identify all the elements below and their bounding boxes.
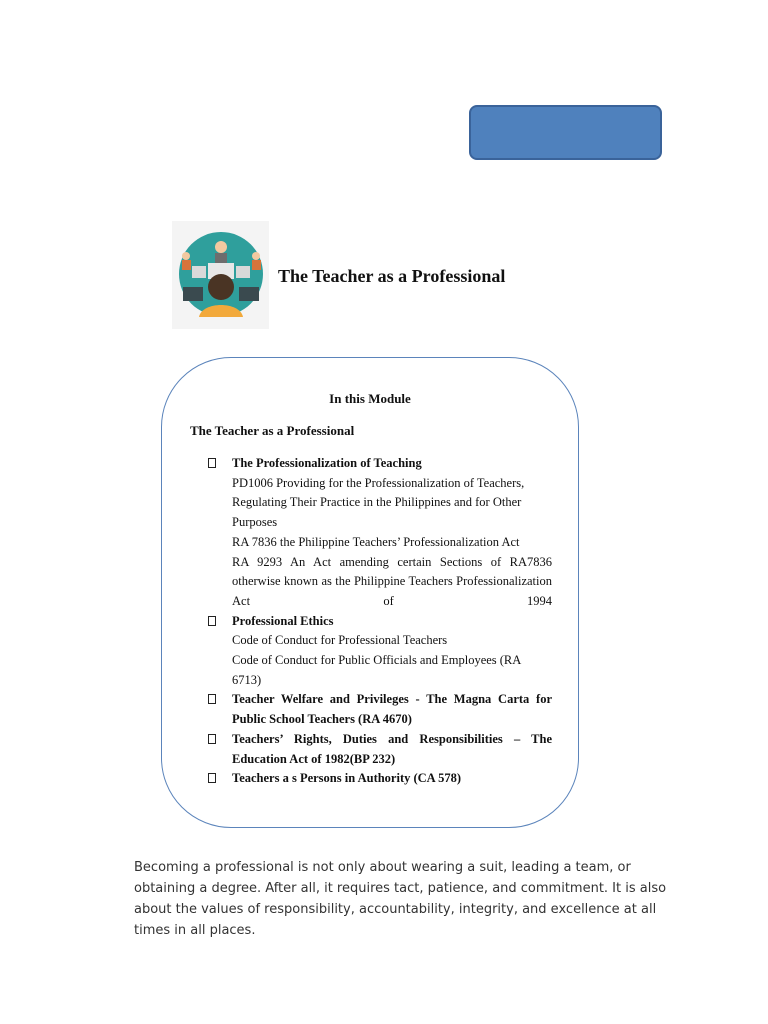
teacher-classroom-icon	[172, 221, 269, 329]
bullet-box-icon	[208, 773, 216, 783]
bullet-box-icon	[208, 694, 216, 704]
card-subheading: The Teacher as a Professional	[190, 423, 355, 438]
bullet-box-icon	[208, 734, 216, 744]
teacher-illustration	[172, 221, 269, 329]
module-title: The Teacher as a Professional	[278, 266, 506, 286]
topic-ethics	[208, 612, 552, 691]
bullet-box-icon	[208, 458, 216, 468]
topic-title: Teacher Welfare and Privileges - The Magna Carta for Public School Teachers (RA 4670)	[232, 692, 552, 727]
module-contents-card	[161, 357, 579, 828]
card-heading: In this Module	[329, 391, 411, 406]
topic-welfare	[208, 690, 552, 729]
topic-item: Code of Conduct for Public Officials and Employees (RA 6713)	[232, 653, 521, 687]
blue-header-box	[469, 105, 662, 160]
topic-item: PD1006 Providing for the Professionalization of Teachers, Regulating Their Practice in the Philippines and for Other Purposes	[232, 475, 525, 530]
bullet-box-icon	[208, 616, 216, 626]
topic-title: Teachers’ Rights, Duties and Responsibilities – The Education Act of 1982(BP 232)	[232, 731, 552, 766]
intro-paragraph: Becoming a professional is not only about wearing a suit, leading a team, or obtaining a degree. After all, it requires tact, patience, and commitment. It is also about the values of responsibility, accountability, integrity, and excellence at all times in all places.	[134, 860, 667, 938]
topic-title: The Professionalization of Teaching	[232, 456, 422, 470]
topic-item: RA 7836 the Philippine Teachers’ Professionalization Act	[232, 534, 520, 549]
topic-item: RA 9293 An Act amending certain Sections of RA7836 otherwise known as the Philippine Teachers Professionalization Act of 1994	[232, 554, 552, 608]
topic-title: Teachers a s Persons in Authority (CA 578)	[232, 771, 462, 786]
topic-authority	[208, 769, 552, 789]
topic-title: Professional Ethics	[232, 613, 334, 628]
topic-professionalization	[208, 454, 552, 612]
topic-rights	[208, 730, 552, 769]
topic-item: Code of Conduct for Professional Teachers	[232, 633, 448, 648]
topic-list	[208, 454, 552, 789]
